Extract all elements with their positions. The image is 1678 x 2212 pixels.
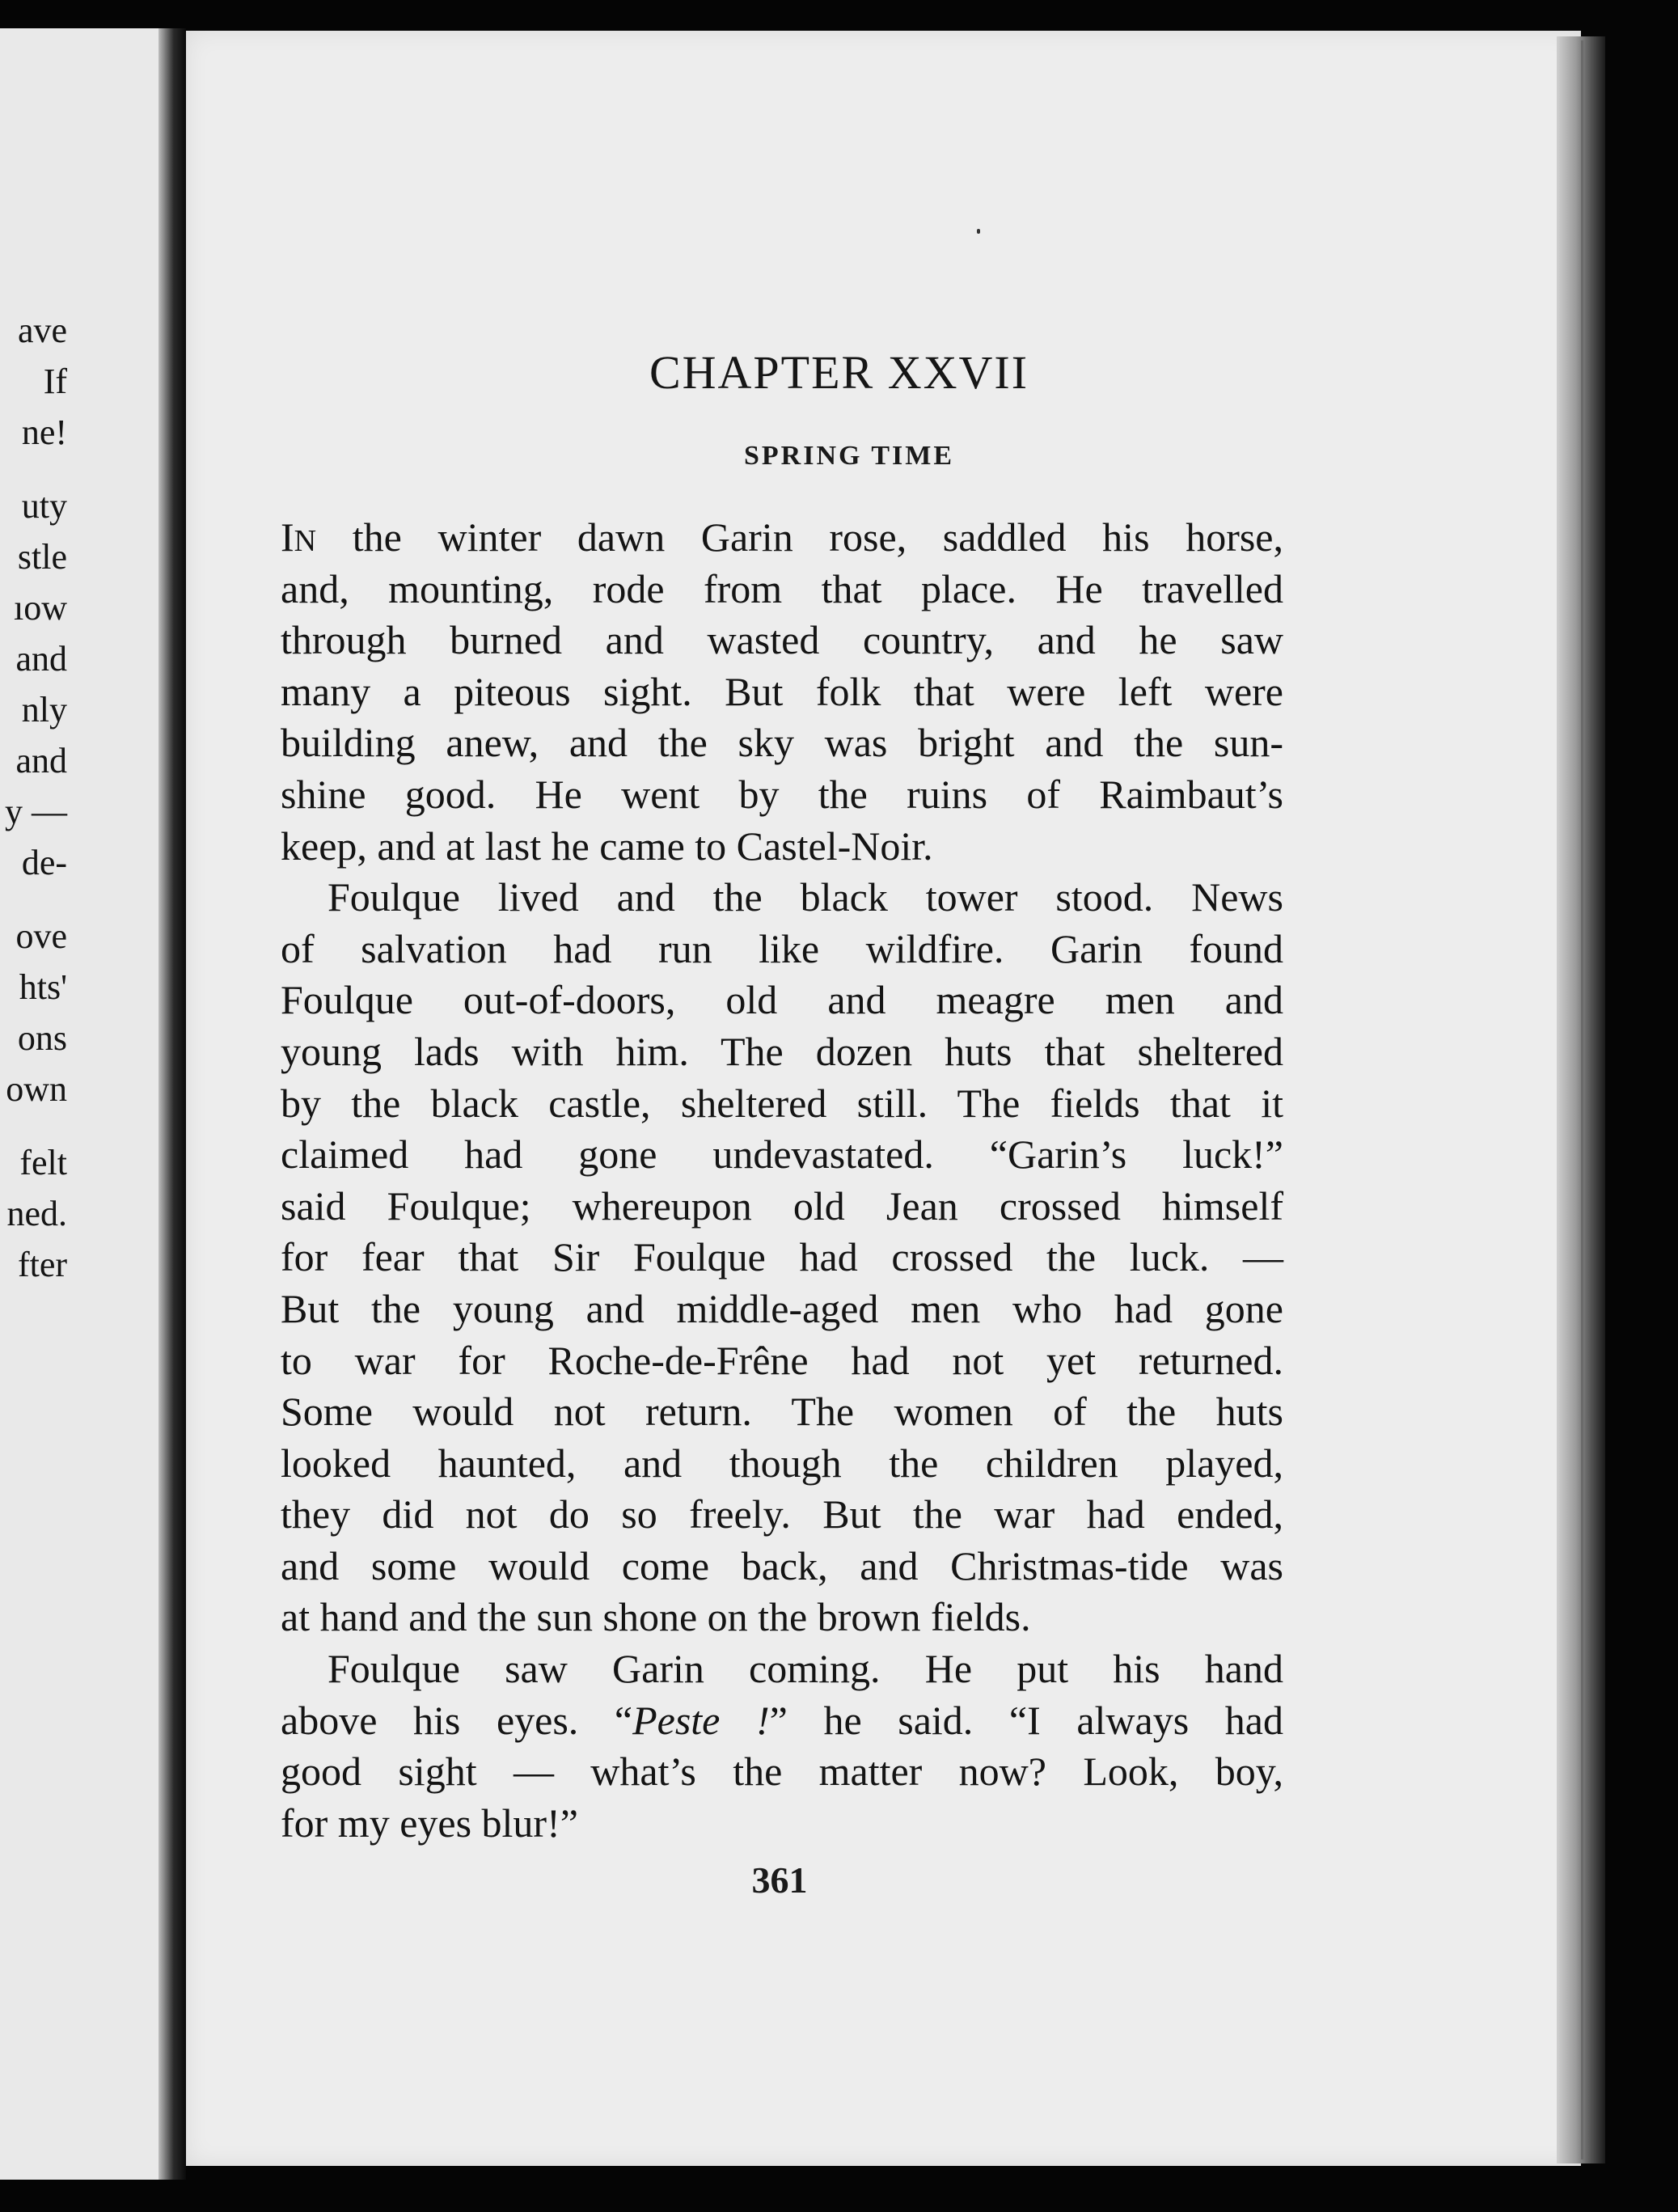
left-line: ave	[17, 311, 67, 350]
left-line: stle	[17, 537, 67, 577]
left-gap	[5, 888, 67, 911]
body-line: they did not do so freely. But the war had ended,	[281, 1491, 1283, 1537]
body-line: claimed had gone undevastated. “Garin’s luck!”	[281, 1131, 1283, 1178]
drop-initial-rest: N	[294, 524, 317, 558]
body-line: for fear that Sir Foulque had crossed the luck. —	[281, 1234, 1283, 1280]
left-line: If	[43, 362, 67, 401]
body-line: looked haunted, and though the children played,	[281, 1440, 1283, 1486]
page-number: 361	[751, 1859, 808, 1901]
left-line: ons	[17, 1018, 67, 1058]
left-line: hts'	[19, 967, 67, 1007]
left-line: ove	[15, 916, 67, 956]
chapter-body	[281, 512, 1283, 1849]
left-gap	[5, 1114, 67, 1137]
left-line: and	[15, 639, 67, 679]
body-line-24	[281, 1695, 1283, 1747]
body-line-text: ” he said. “I always had	[769, 1697, 1283, 1743]
left-line: felt	[19, 1143, 67, 1182]
body-line: good sight — what’s the matter now? Look, boy,	[281, 1749, 1283, 1795]
body-line: But the young and middle-aged men who had gone	[281, 1285, 1283, 1331]
body-line-text: above his eyes. “	[281, 1697, 633, 1743]
body-line-text: the winter dawn Garin rose, saddled his horse,	[316, 514, 1283, 560]
left-line: own	[6, 1069, 67, 1109]
left-line: de-	[21, 843, 67, 882]
body-line: and, mounting, rode from that place. He travelled	[281, 565, 1283, 611]
left-line: ne!	[21, 412, 67, 452]
body-line: building anew, and the sky was bright and the sun-	[281, 720, 1283, 766]
body-line: Some would not return. The women of the huts	[281, 1389, 1283, 1435]
left-line: nly	[21, 690, 67, 730]
body-line: for my eyes blur!”	[281, 1800, 578, 1846]
italic-exclamation: Peste !	[632, 1697, 770, 1743]
body-line: Foulque saw Garin coming. He put his hand	[328, 1646, 1283, 1692]
body-line: Foulque lived and the black tower stood. News	[328, 874, 1283, 920]
body-line: said Foulque; whereupon old Jean crossed himself	[281, 1182, 1283, 1229]
body-line: Foulque out-of-doors, old and meagre men and	[281, 977, 1283, 1023]
body-line: keep, and at last he came to Castel-Noir.	[281, 823, 933, 869]
left-line: uty	[21, 486, 67, 526]
body-line: young lads with him. The dozen huts that sheltered	[281, 1028, 1283, 1074]
left-line: ned.	[6, 1194, 67, 1233]
left-line: y —	[5, 792, 67, 831]
body-line: many a piteous sight. But folk that were left were	[281, 668, 1283, 714]
body-line: through burned and wasted country, and he saw	[281, 617, 1283, 663]
page-edge-line	[1581, 40, 1583, 2159]
chapter-title: CHAPTER XXVII	[649, 346, 1029, 399]
chapter-subtitle: SPRING TIME	[743, 441, 955, 471]
body-line: shine good. He went by the ruins of Raimbaut’s	[281, 771, 1283, 817]
body-line: at hand and the sun shone on the brown fields.	[281, 1594, 1031, 1640]
body-line-1	[281, 512, 1283, 564]
drop-initial: I	[281, 514, 294, 560]
left-line: and	[15, 741, 67, 780]
body-line: by the black castle, sheltered still. The fields that it	[281, 1080, 1283, 1126]
left-line: ıow	[14, 588, 67, 628]
body-line: to war for Roche-de-Frêne had not yet returned.	[281, 1337, 1283, 1383]
ink-speck	[977, 229, 980, 234]
left-line: fter	[17, 1245, 67, 1284]
body-line: and some would come back, and Christmas-tide was	[281, 1542, 1283, 1588]
body-line: of salvation had run like wildfire. Garin found	[281, 925, 1283, 971]
